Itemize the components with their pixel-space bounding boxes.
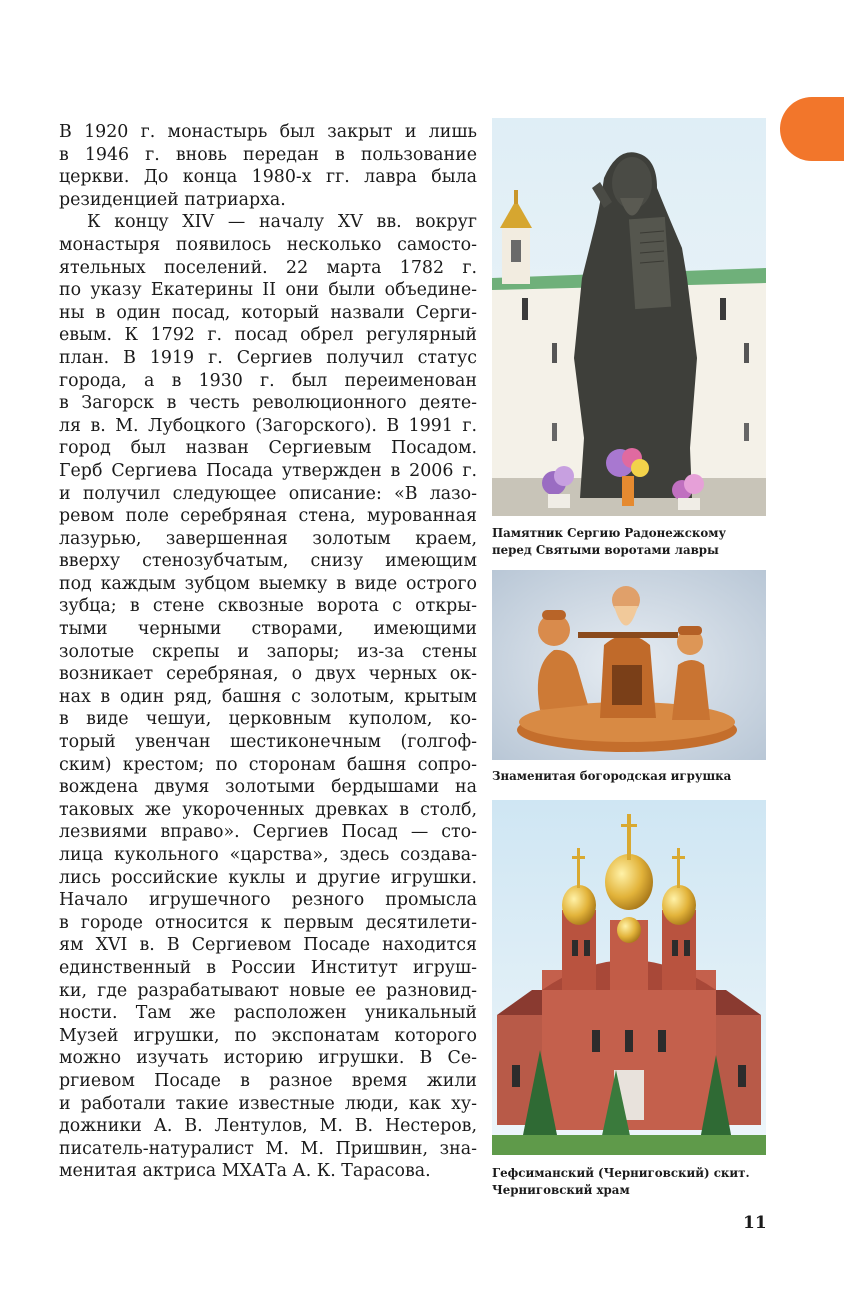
paragraph-1 — [59, 121, 477, 211]
text-line: золотые скрепы и запоры; из-за стены — [59, 641, 477, 662]
text-line: в 1946 г. вновь передан в пользование — [59, 144, 477, 165]
text-line: ны в один посад, который назвали Серги- — [59, 302, 477, 323]
text-line: в виде чешуи, церковным куполом, ко- — [59, 709, 477, 730]
text-line: в Загорск в честь революционного деяте- — [59, 393, 477, 414]
text-line: ргиевом Посаде в разное время жили — [59, 1070, 477, 1091]
text-line: возникает серебряная, о двух черных ок- — [59, 664, 477, 685]
text-line: лица кукольного «царства», здесь создава- — [59, 845, 477, 865]
page-number: 11 — [743, 1213, 767, 1233]
text-line: и получил следующее описание: «В лазо- — [59, 483, 477, 504]
text-line: ревом поле серебряная стена, мурованная — [59, 506, 477, 527]
text-line: зубца; в стене сквозные ворота с откры- — [59, 596, 477, 617]
text-line: вверху стенозубчатым, снизу имеющим — [59, 551, 477, 572]
text-line: Начало игрушечного резного промысла — [59, 890, 477, 911]
text-line: по указу Екатерины II они были объедине- — [59, 280, 477, 301]
caption-line: Гефсиманский (Черниговский) скит. — [492, 1166, 750, 1180]
caption-line: Черниговский храм — [492, 1182, 630, 1197]
text-line: евым. К 1792 г. посад обрел регулярный — [59, 325, 477, 346]
text-line: нах в один ряд, башня с золотым, крытым — [59, 686, 477, 707]
text-line: резиденцией патриарха. — [59, 189, 286, 210]
caption-line: Памятник Сергию Радонежскому — [492, 526, 727, 540]
text-line: Герб Сергиева Посада утвержден в 2006 г. — [59, 460, 477, 481]
text-line: под каждым зубцом выемку в виде острого — [59, 573, 477, 594]
text-line: можно изучать историю игрушки. В Се- — [59, 1048, 477, 1069]
toy-photo — [492, 570, 766, 760]
text-line: города, а в 1930 г. был переименован — [59, 370, 477, 391]
monument-photo — [492, 118, 766, 516]
monument-caption — [492, 525, 782, 558]
text-line: менитая актриса МХАТа А. К. Тарасова. — [59, 1161, 431, 1182]
text-line: вождена двумя золотыми бердышами на — [59, 777, 477, 798]
text-line: ности. Там же расположен уникальный — [59, 1003, 477, 1024]
text-line: лись российские куклы и другие игрушки. — [59, 867, 477, 888]
main-text — [59, 121, 477, 1183]
text-line: тыми черными створами, имеющими — [59, 619, 477, 640]
text-line: таковых же укороченных древках в столб, — [59, 799, 477, 820]
church-caption — [492, 1165, 782, 1198]
text-line: ки, где разрабатывают новые ее разновид- — [59, 980, 477, 1001]
text-line: торый увенчан шестиконечным (голгоф- — [59, 732, 477, 753]
text-line: церкви. До конца 1980-х гг. лавра была — [59, 167, 477, 188]
caption-line: перед Святыми воротами лавры — [492, 542, 719, 557]
text-line: монастыря появилось несколько самосто- — [59, 234, 477, 255]
text-line: город был назван Сергиевым Посадом. — [59, 438, 477, 459]
text-line: ским) крестом; по сторонам башня сопро- — [59, 754, 477, 775]
text-line: ям XVI в. В Сергиевом Посаде находится — [59, 935, 477, 956]
text-line: ля в. М. Лубоцкого (Загорского). В 1991 г. — [59, 415, 477, 436]
chapter-tab-marker — [780, 97, 844, 161]
text-line: В 1920 г. монастырь был закрыт и лишь — [59, 122, 477, 142]
text-line: Музей игрушки, по экспонатам которого — [59, 1025, 477, 1046]
text-line: и работали такие известные люди, как ху- — [59, 1093, 477, 1114]
text-line: ятельных поселений. 22 марта 1782 г. — [59, 257, 477, 278]
text-line: писатель-натуралист М. М. Пришвин, зна- — [59, 1138, 477, 1159]
toy-caption — [492, 768, 782, 785]
text-line: дожники А. В. Лентулов, М. В. Нестеров, — [59, 1116, 477, 1137]
text-line: К концу XIV — началу XV вв. вокруг — [87, 212, 477, 233]
text-line: единственный в России Институт игруш- — [59, 957, 477, 978]
paragraph-2 — [59, 211, 477, 1183]
text-line: лазурью, завершенная золотым краем, — [59, 528, 477, 549]
text-line: план. В 1919 г. Сергиев получил статус — [59, 347, 477, 368]
caption-line: Знаменитая богородская игрушка — [492, 769, 732, 783]
text-line: в городе относится к первым десятилети- — [59, 912, 477, 933]
church-photo — [492, 800, 766, 1155]
text-line: лезвиями вправо». Сергиев Посад — сто- — [59, 822, 477, 843]
